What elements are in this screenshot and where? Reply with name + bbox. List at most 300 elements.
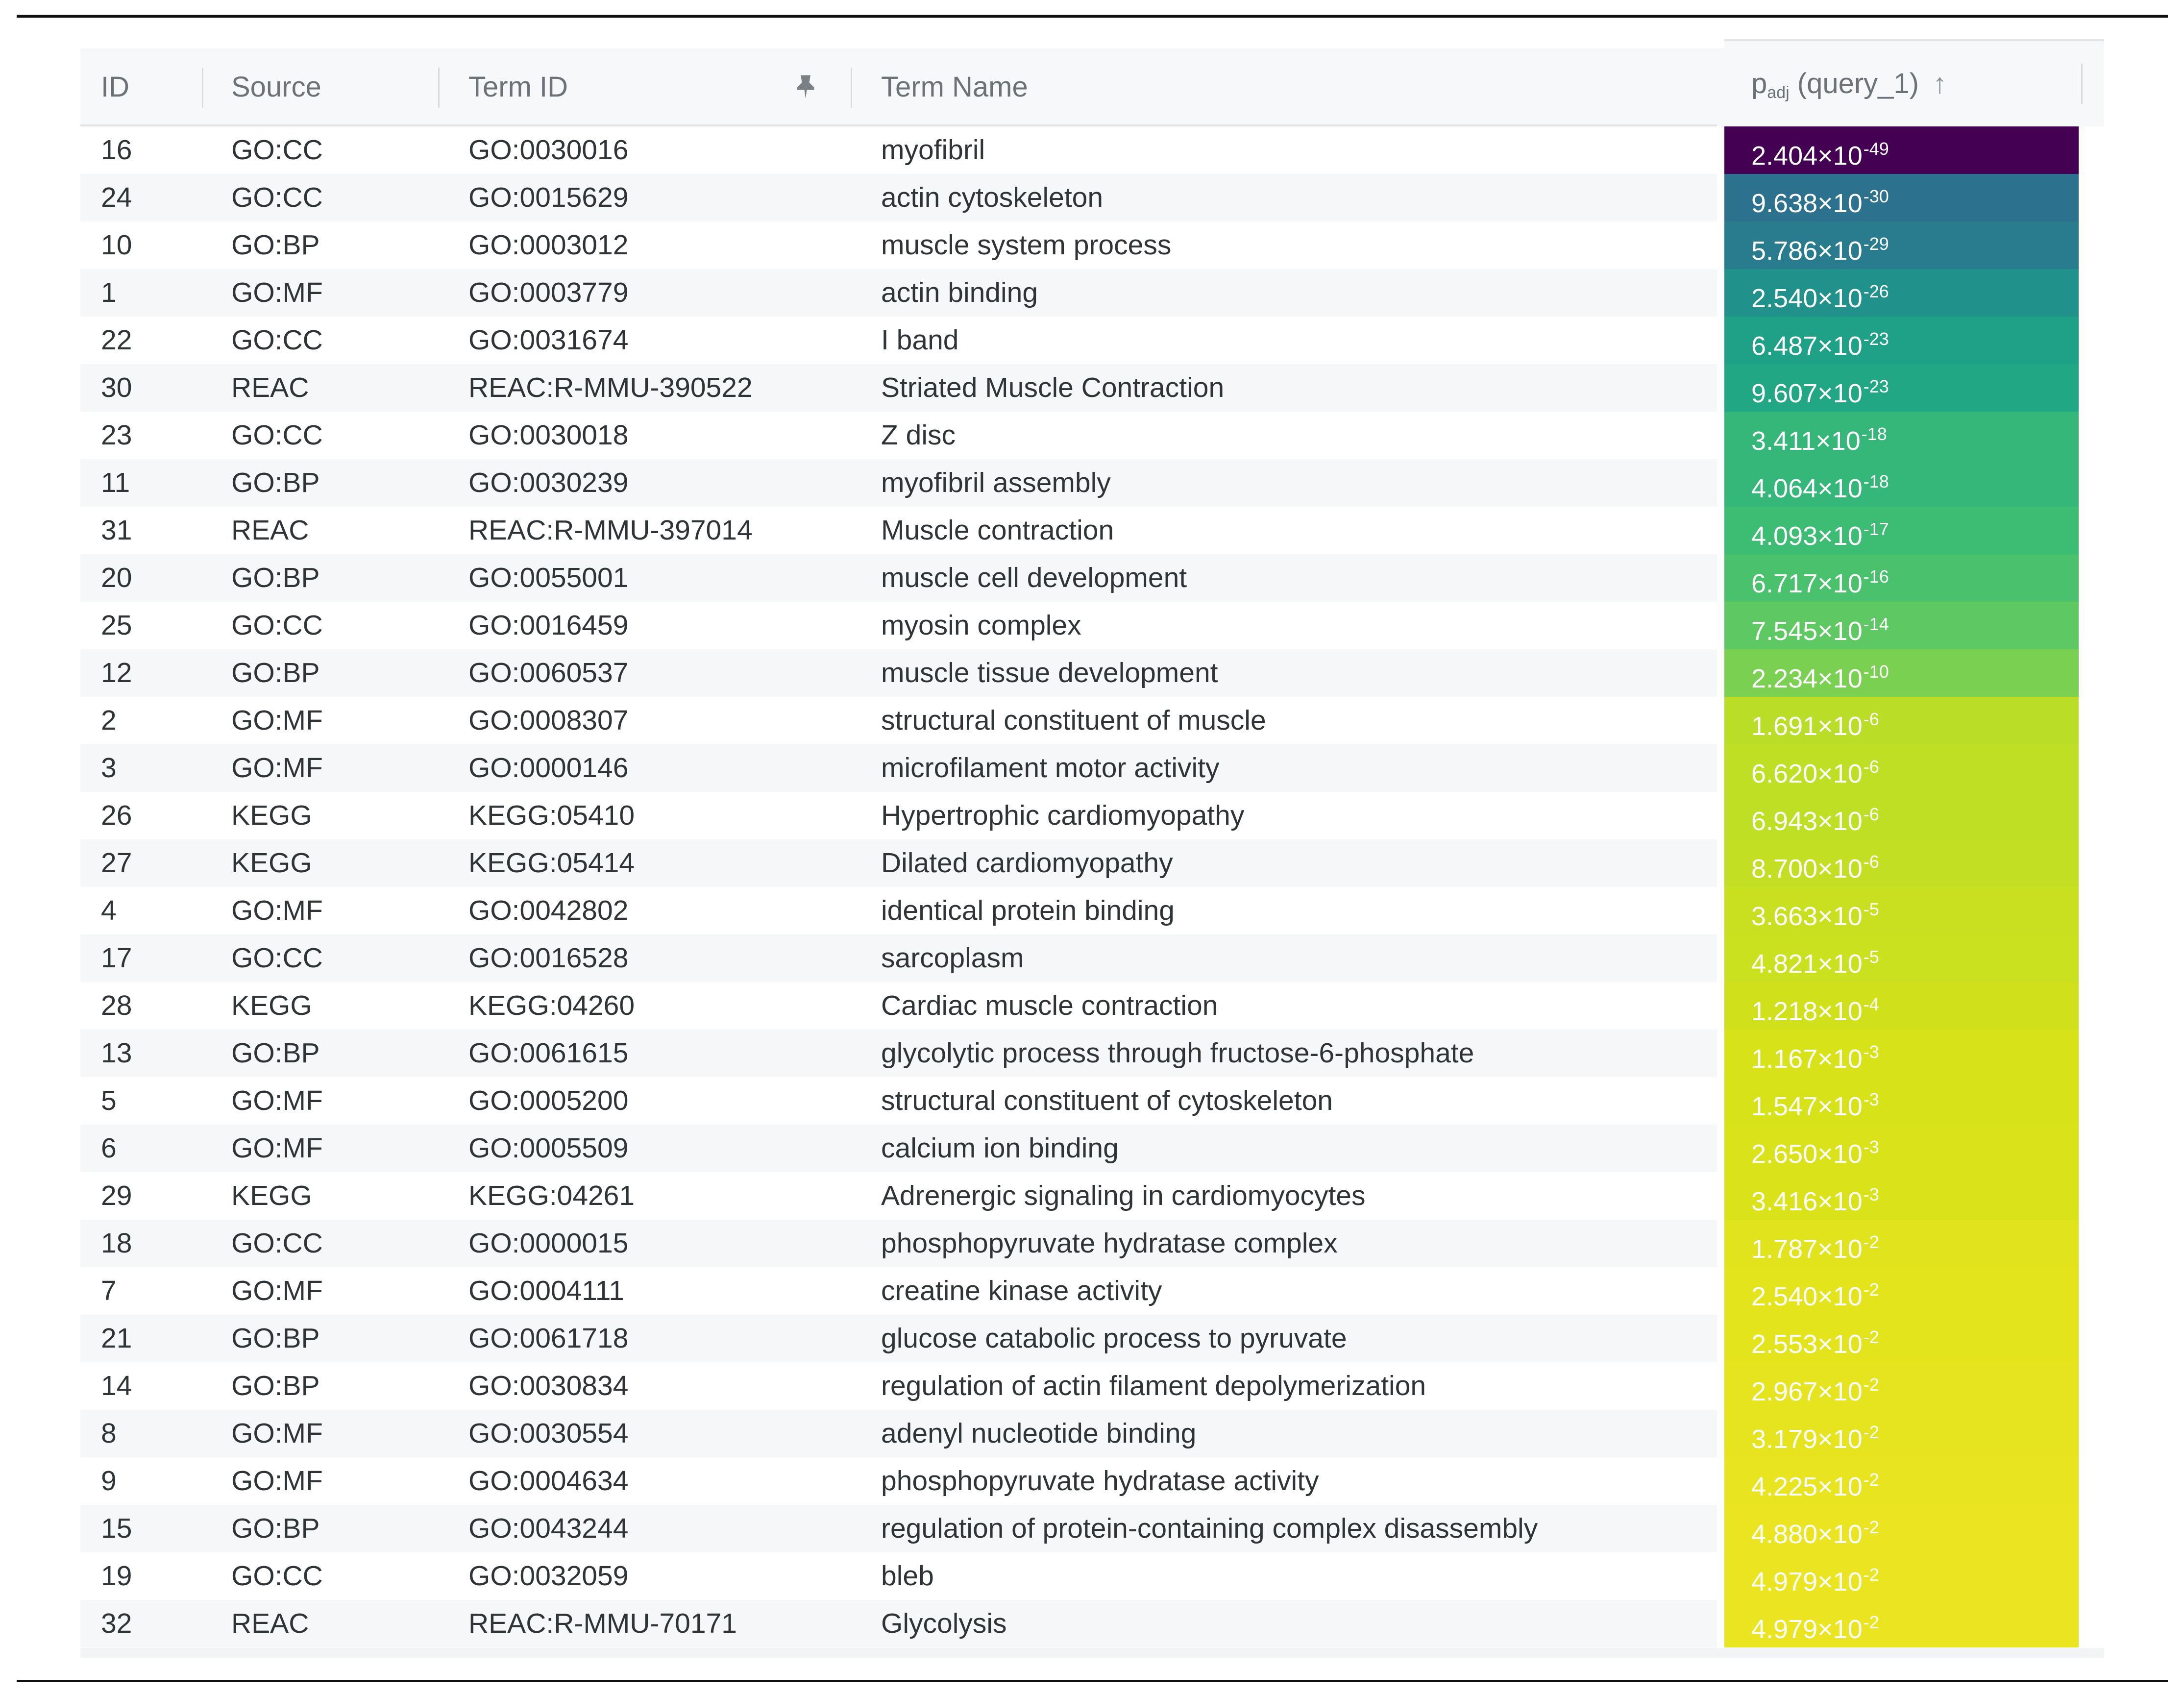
cell-term-name: phosphopyruvate hydratase complex <box>881 1228 1338 1259</box>
cell-padj <box>1724 602 2079 649</box>
cell-padj <box>1724 554 2079 602</box>
cell-padj <box>1724 1362 2079 1410</box>
padj-exponent: -23 <box>1863 376 1889 396</box>
cell-term-name: Striated Muscle Contraction <box>881 372 1225 403</box>
table-row[interactable] <box>80 1457 1717 1505</box>
cell-id: 5 <box>101 1085 117 1116</box>
pin-icon[interactable] <box>791 72 820 101</box>
padj-exponent: -23 <box>1863 329 1889 349</box>
padj-exponent: -49 <box>1863 139 1889 159</box>
padj-exponent: -2 <box>1863 1375 1879 1395</box>
cell-padj <box>1724 1315 2079 1362</box>
cell-source: GO:MF <box>231 1418 323 1449</box>
top-rule <box>17 15 2168 18</box>
cell-padj <box>1724 982 2079 1030</box>
cell-term-name: muscle tissue development <box>881 657 1218 688</box>
padj-exponent: -2 <box>1863 1517 1879 1537</box>
cell-padj <box>1724 887 2079 934</box>
cell-term-id: GO:0005509 <box>468 1132 629 1164</box>
padj-value <box>1751 174 1889 226</box>
padj-mantissa: 2.540×10 <box>1751 1282 1863 1311</box>
cell-id: 30 <box>101 372 132 403</box>
cell-id: 25 <box>101 610 132 641</box>
cell-term-name: Cardiac muscle contraction <box>881 990 1218 1021</box>
cell-term-id: GO:0000146 <box>468 752 629 784</box>
cell-padj <box>1724 649 2079 697</box>
cell-term-name: adenyl nucleotide binding <box>881 1418 1197 1449</box>
padj-exponent: -2 <box>1863 1470 1879 1490</box>
cell-term-id: GO:0003012 <box>468 229 629 261</box>
cell-id: 27 <box>101 847 132 879</box>
padj-value <box>1751 554 1889 606</box>
cell-source: GO:BP <box>231 562 320 593</box>
cell-id: 13 <box>101 1037 132 1069</box>
padj-exponent: -3 <box>1863 1137 1879 1157</box>
cell-term-name: myofibril assembly <box>881 467 1111 498</box>
padj-value <box>1751 221 1889 273</box>
padj-value <box>1751 1125 1879 1177</box>
padj-exponent: -17 <box>1863 519 1889 539</box>
padj-mantissa: 3.663×10 <box>1751 902 1863 931</box>
cell-id: 16 <box>101 134 132 166</box>
cell-id: 32 <box>101 1608 132 1639</box>
table-row[interactable] <box>80 934 1717 982</box>
cell-padj <box>1724 697 2079 744</box>
table-row[interactable] <box>80 412 1717 459</box>
cell-term-name: regulation of protein-containing complex disassembly <box>881 1513 1538 1544</box>
cell-term-name: phosphopyruvate hydratase activity <box>881 1465 1319 1497</box>
padj-value <box>1751 1315 1879 1367</box>
cell-source: REAC <box>231 1608 309 1639</box>
table-footer-band <box>80 1648 2104 1658</box>
cell-source: GO:MF <box>231 1085 323 1116</box>
padj-value <box>1751 269 1889 321</box>
cell-term-id: REAC:R-MMU-70171 <box>468 1608 737 1639</box>
padj-exponent: -6 <box>1863 757 1879 777</box>
cell-padj <box>1724 744 2079 792</box>
cell-term-id: KEGG:05414 <box>468 847 635 879</box>
cell-id: 12 <box>101 657 132 688</box>
padj-mantissa: 7.545×10 <box>1751 616 1863 646</box>
table-row[interactable] <box>80 982 1717 1030</box>
padj-mantissa: 6.620×10 <box>1751 759 1863 788</box>
cell-term-name: glycolytic process through fructose-6-phosphate <box>881 1037 1474 1069</box>
table-row[interactable] <box>80 697 1717 744</box>
padj-mantissa: 2.540×10 <box>1751 284 1863 313</box>
cell-term-id: GO:0030554 <box>468 1418 629 1449</box>
padj-mantissa: 1.218×10 <box>1751 997 1863 1026</box>
cell-id: 2 <box>101 705 117 736</box>
cell-term-id: GO:0000015 <box>468 1228 629 1259</box>
cell-padj <box>1724 1410 2079 1457</box>
padj-value <box>1751 317 1889 368</box>
column-separator[interactable] <box>851 68 852 108</box>
table-row[interactable] <box>80 1220 1717 1267</box>
padj-mantissa: 8.700×10 <box>1751 854 1863 884</box>
cell-id: 8 <box>101 1418 117 1449</box>
cell-term-name: Muscle contraction <box>881 515 1114 546</box>
cell-padj <box>1724 1125 2079 1172</box>
padj-header-label[interactable] <box>1751 41 1947 126</box>
cell-padj <box>1724 1030 2079 1077</box>
cell-id: 18 <box>101 1228 132 1259</box>
cell-term-id: GO:0016528 <box>468 942 629 974</box>
padj-value <box>1751 1220 1879 1272</box>
cell-padj <box>1724 1267 2079 1315</box>
cell-source: REAC <box>231 515 309 546</box>
cell-source: GO:CC <box>231 1228 323 1259</box>
padj-exponent: -2 <box>1863 1565 1879 1585</box>
padj-exponent: -2 <box>1863 1612 1879 1632</box>
table-row[interactable] <box>80 602 1717 649</box>
cell-id: 14 <box>101 1370 132 1401</box>
cell-id: 21 <box>101 1323 132 1354</box>
cell-source: KEGG <box>231 990 312 1021</box>
table-row[interactable] <box>80 126 1717 174</box>
table-row[interactable] <box>80 1600 1717 1647</box>
padj-exponent: -29 <box>1863 234 1889 254</box>
table-row[interactable] <box>80 839 1717 887</box>
padj-exponent: -18 <box>1863 471 1889 491</box>
padj-subscript: adj <box>1767 83 1790 102</box>
cell-id: 26 <box>101 800 132 831</box>
cell-term-name: identical protein binding <box>881 895 1175 926</box>
cell-padj <box>1724 1457 2079 1505</box>
cell-padj <box>1724 174 2079 221</box>
cell-id: 11 <box>101 467 130 498</box>
column-separator[interactable] <box>438 68 440 108</box>
padj-exponent: -6 <box>1863 709 1879 729</box>
cell-source: GO:CC <box>231 419 323 451</box>
padj-mantissa: 2.234×10 <box>1751 664 1863 693</box>
cell-source: GO:BP <box>231 1037 320 1069</box>
padj-value <box>1751 412 1887 464</box>
cell-id: 10 <box>101 229 132 261</box>
cell-term-id: KEGG:05410 <box>468 800 635 831</box>
padj-mantissa: 1.787×10 <box>1751 1234 1863 1264</box>
cell-term-name: muscle cell development <box>881 562 1187 593</box>
cell-term-name: myofibril <box>881 134 985 166</box>
bottom-rule <box>17 1680 2168 1682</box>
padj-exponent: -10 <box>1863 662 1889 682</box>
cell-term-id: GO:0061615 <box>468 1037 629 1069</box>
cell-source: KEGG <box>231 847 312 879</box>
padj-value <box>1751 1030 1879 1081</box>
column-header-id[interactable]: ID <box>101 71 129 103</box>
cell-term-name: bleb <box>881 1560 934 1592</box>
table-row[interactable] <box>80 554 1717 602</box>
cell-id: 19 <box>101 1560 132 1592</box>
padj-value <box>1751 934 1879 986</box>
table-row[interactable] <box>80 744 1717 792</box>
padj-exponent: -4 <box>1863 994 1879 1014</box>
column-header-padj[interactable] <box>1724 39 2104 126</box>
cell-id: 4 <box>101 895 117 926</box>
cell-id: 20 <box>101 562 132 593</box>
padj-exponent: -16 <box>1863 566 1889 587</box>
padj-exponent: -18 <box>1861 424 1887 444</box>
padj-value <box>1751 982 1879 1034</box>
padj-value <box>1751 1172 1879 1224</box>
table-row[interactable] <box>80 792 1717 839</box>
cell-id: 9 <box>101 1465 117 1497</box>
padj-value <box>1751 507 1889 559</box>
padj-mantissa: 9.607×10 <box>1751 379 1863 408</box>
cell-term-name: muscle system process <box>881 229 1172 261</box>
cell-padj <box>1724 1077 2079 1125</box>
padj-value <box>1751 1362 1879 1414</box>
cell-term-name: structural constituent of cytoskeleton <box>881 1085 1333 1116</box>
cell-padj <box>1724 1600 2079 1647</box>
cell-source: GO:BP <box>231 229 320 261</box>
padj-mantissa: 4.064×10 <box>1751 474 1863 503</box>
cell-source: GO:MF <box>231 1465 323 1497</box>
padj-value <box>1751 1077 1879 1129</box>
cell-term-name: creatine kinase activity <box>881 1275 1162 1306</box>
table-row[interactable] <box>80 887 1717 934</box>
cell-term-id: REAC:R-MMU-397014 <box>468 515 753 546</box>
cell-padj <box>1724 459 2079 507</box>
padj-value <box>1751 1505 1879 1557</box>
padj-exponent: -3 <box>1863 1042 1879 1062</box>
cell-term-id: GO:0030834 <box>468 1370 629 1401</box>
padj-p: p <box>1751 68 1767 99</box>
cell-term-id: REAC:R-MMU-390522 <box>468 372 753 403</box>
column-separator[interactable] <box>202 68 203 108</box>
cell-term-name: Adrenergic signaling in cardiomyocytes <box>881 1180 1366 1211</box>
padj-value <box>1751 649 1889 701</box>
cell-term-name: calcium ion binding <box>881 1132 1119 1164</box>
padj-mantissa: 6.487×10 <box>1751 331 1863 361</box>
table-row[interactable] <box>80 1267 1717 1315</box>
padj-exponent: -14 <box>1863 614 1889 634</box>
padj-exponent: -3 <box>1863 1184 1879 1204</box>
padj-exponent: -2 <box>1863 1327 1879 1347</box>
cell-id: 31 <box>101 515 132 546</box>
cell-source: GO:BP <box>231 1513 320 1544</box>
table-row[interactable] <box>80 1505 1717 1552</box>
padj-mantissa: 3.416×10 <box>1751 1187 1863 1216</box>
padj-mantissa: 3.411×10 <box>1751 426 1861 456</box>
table-row[interactable] <box>80 649 1717 697</box>
padj-exponent: -6 <box>1863 852 1879 872</box>
cell-padj <box>1724 364 2079 412</box>
padj-mantissa: 6.943×10 <box>1751 807 1863 836</box>
cell-source: GO:CC <box>231 134 323 166</box>
cell-term-name: Z disc <box>881 419 956 451</box>
cell-term-name: myosin complex <box>881 610 1081 641</box>
cell-term-id: GO:0031674 <box>468 324 629 356</box>
cell-id: 3 <box>101 752 117 784</box>
cell-term-name: structural constituent of muscle <box>881 705 1266 736</box>
table-row[interactable] <box>80 1172 1717 1220</box>
table-row[interactable] <box>80 1125 1717 1172</box>
cell-term-id: GO:0003779 <box>468 277 629 308</box>
table-row[interactable] <box>80 364 1717 412</box>
table-row[interactable] <box>80 317 1717 364</box>
padj-exponent: -2 <box>1863 1422 1879 1442</box>
cell-term-id: GO:0030239 <box>468 467 629 498</box>
table-row[interactable] <box>80 1362 1717 1410</box>
padj-mantissa: 4.979×10 <box>1751 1615 1863 1644</box>
cell-source: GO:CC <box>231 1560 323 1592</box>
padj-mantissa: 1.691×10 <box>1751 712 1863 741</box>
cell-padj <box>1724 507 2079 554</box>
column-separator[interactable] <box>2081 64 2083 104</box>
cell-padj <box>1724 1220 2079 1267</box>
cell-source: GO:BP <box>231 1370 320 1401</box>
cell-padj <box>1724 317 2079 364</box>
cell-id: 17 <box>101 942 132 974</box>
cell-padj <box>1724 1505 2079 1552</box>
cell-term-name: sarcoplasm <box>881 942 1024 974</box>
cell-source: REAC <box>231 372 309 403</box>
padj-mantissa: 2.553×10 <box>1751 1329 1863 1359</box>
column-header-term-id[interactable]: Term ID <box>468 71 568 103</box>
padj-value <box>1751 744 1879 796</box>
padj-value <box>1751 602 1889 654</box>
padj-mantissa: 2.404×10 <box>1751 141 1863 171</box>
table-row[interactable] <box>80 1030 1717 1077</box>
padj-exponent: -2 <box>1863 1232 1879 1252</box>
cell-term-name: actin binding <box>881 277 1038 308</box>
cell-source: KEGG <box>231 1180 312 1211</box>
cell-padj <box>1724 269 2079 317</box>
cell-source: GO:MF <box>231 705 323 736</box>
cell-source: GO:BP <box>231 467 320 498</box>
padj-exponent: -6 <box>1863 804 1879 824</box>
cell-padj <box>1724 126 2079 174</box>
table-row[interactable] <box>80 1077 1717 1125</box>
cell-padj <box>1724 1552 2079 1600</box>
cell-term-id: GO:0008307 <box>468 705 629 736</box>
cell-term-name: Hypertrophic cardiomyopathy <box>881 800 1245 831</box>
column-header-term-name[interactable]: Term Name <box>881 71 1028 103</box>
cell-padj <box>1724 934 2079 982</box>
cell-term-name: microfilament motor activity <box>881 752 1220 784</box>
cell-term-name: actin cytoskeleton <box>881 182 1104 213</box>
cell-padj <box>1724 221 2079 269</box>
cell-term-id: GO:0030018 <box>468 419 629 451</box>
cell-id: 29 <box>101 1180 132 1211</box>
cell-term-id: GO:0032059 <box>468 1560 629 1592</box>
padj-exponent: -5 <box>1863 899 1879 919</box>
cell-term-id: GO:0030016 <box>468 134 629 166</box>
cell-term-id: GO:0016459 <box>468 610 629 641</box>
padj-exponent: -5 <box>1863 947 1879 967</box>
padj-value <box>1751 792 1879 844</box>
padj-mantissa: 1.167×10 <box>1751 1044 1863 1074</box>
padj-value <box>1751 459 1889 511</box>
cell-term-name: Dilated cardiomyopathy <box>881 847 1173 879</box>
cell-source: GO:MF <box>231 1275 323 1306</box>
sort-ascending-icon[interactable]: ↑ <box>1932 68 1947 99</box>
padj-mantissa: 9.638×10 <box>1751 189 1863 218</box>
cell-term-id: GO:0055001 <box>468 562 629 593</box>
padj-mantissa: 4.225×10 <box>1751 1472 1863 1501</box>
cell-id: 22 <box>101 324 132 356</box>
cell-id: 1 <box>101 277 117 308</box>
padj-exponent: -30 <box>1863 186 1889 206</box>
padj-mantissa: 4.979×10 <box>1751 1567 1863 1597</box>
column-header-source[interactable]: Source <box>231 71 321 103</box>
cell-id: 23 <box>101 419 132 451</box>
cell-source: GO:MF <box>231 895 323 926</box>
cell-source: GO:CC <box>231 182 323 213</box>
padj-value <box>1751 839 1879 891</box>
padj-mantissa: 2.650×10 <box>1751 1139 1863 1169</box>
cell-source: GO:MF <box>231 1132 323 1164</box>
padj-mantissa: 4.821×10 <box>1751 949 1863 979</box>
cell-term-name: glucose catabolic process to pyruvate <box>881 1323 1347 1354</box>
cell-id: 7 <box>101 1275 117 1306</box>
cell-term-id: GO:0005200 <box>468 1085 629 1116</box>
table-row[interactable] <box>80 221 1717 269</box>
cell-id: 28 <box>101 990 132 1021</box>
table-row[interactable] <box>80 459 1717 507</box>
padj-query-label: (query_1) <box>1789 68 1919 99</box>
padj-value <box>1751 126 1889 178</box>
padj-mantissa: 3.179×10 <box>1751 1425 1863 1454</box>
padj-value <box>1751 364 1889 416</box>
cell-source: GO:MF <box>231 277 323 308</box>
padj-exponent: -2 <box>1863 1279 1879 1300</box>
cell-source: GO:BP <box>231 657 320 688</box>
cell-source: GO:CC <box>231 942 323 974</box>
cell-padj <box>1724 412 2079 459</box>
table-row[interactable] <box>80 1552 1717 1600</box>
results-table <box>80 48 2104 1655</box>
cell-term-name: I band <box>881 324 959 356</box>
cell-source: KEGG <box>231 800 312 831</box>
padj-value <box>1751 1600 1879 1652</box>
cell-id: 15 <box>101 1513 132 1544</box>
cell-id: 24 <box>101 182 132 213</box>
cell-term-id: KEGG:04260 <box>468 990 635 1021</box>
cell-source: GO:CC <box>231 324 323 356</box>
cell-term-id: KEGG:04261 <box>468 1180 635 1211</box>
cell-term-id: GO:0060537 <box>468 657 629 688</box>
table-row[interactable] <box>80 1410 1717 1457</box>
cell-term-name: Glycolysis <box>881 1608 1007 1639</box>
padj-mantissa: 6.717×10 <box>1751 569 1863 598</box>
padj-mantissa: 2.967×10 <box>1751 1377 1863 1406</box>
cell-term-id: GO:0061718 <box>468 1323 629 1354</box>
cell-padj <box>1724 1172 2079 1220</box>
table-row[interactable] <box>80 174 1717 221</box>
cell-padj <box>1724 792 2079 839</box>
padj-mantissa: 5.786×10 <box>1751 236 1863 266</box>
padj-value <box>1751 1267 1879 1319</box>
padj-mantissa: 4.093×10 <box>1751 521 1863 551</box>
cell-term-id: GO:0004634 <box>468 1465 629 1497</box>
table-row[interactable] <box>80 1315 1717 1362</box>
padj-mantissa: 1.547×10 <box>1751 1092 1863 1121</box>
padj-mantissa: 4.880×10 <box>1751 1520 1863 1549</box>
cell-id: 6 <box>101 1132 117 1164</box>
cell-padj <box>1724 839 2079 887</box>
cell-term-id: GO:0015629 <box>468 182 629 213</box>
table-row[interactable] <box>80 269 1717 317</box>
padj-value <box>1751 1410 1879 1462</box>
padj-value <box>1751 887 1879 939</box>
cell-source: GO:MF <box>231 752 323 784</box>
cell-source: GO:BP <box>231 1323 320 1354</box>
cell-term-id: GO:0042802 <box>468 895 629 926</box>
table-row[interactable] <box>80 507 1717 554</box>
cell-term-id: GO:0004111 <box>468 1275 624 1306</box>
cell-term-id: GO:0043244 <box>468 1513 629 1544</box>
